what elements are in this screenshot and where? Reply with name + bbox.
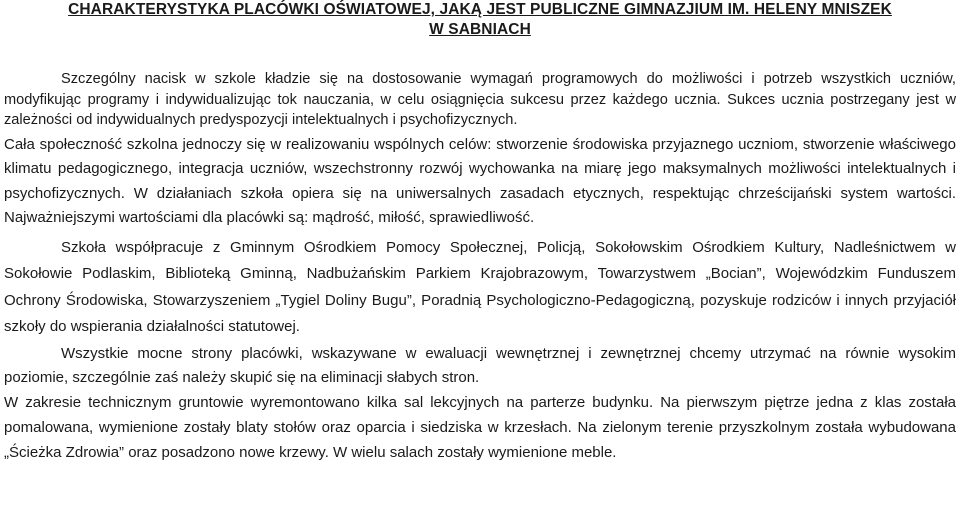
title-line-2: W SABNIACH [429, 21, 531, 38]
paragraph-renovation: W zakresie technicznym gruntowie wyremontowano kilka sal lekcyjnych na parterze budynku. Na pierwszym piętrze jedna z klas została pomalowana, wymienione zostały blaty stołów oraz oparcia i siedziska w krzesłach. Na zielonym terenie przyszkolnym została wybudowana „Ścieżka Zdrowia” oraz posadzono nowe krzewy. W wielu salach zostały wymienione meble. [4, 393, 956, 461]
paragraph-community-values: Cała społeczność szkolna jednoczy się w realizowaniu wspólnych celów: stworzenie środowiska przyjaznego uczniom, stworzenie właściwego klimatu pedagogicznego, integracja uczniów, wszechstronny rozwój wychowanka na miarę jego maksymalnych możliwości intelektualnych i psychofizycznych. W działaniach szkoła opiera się na uniwersalnych zasadach etycznych, respektując chrześcijański system wartości. Najważniejszymi wartościami dla placówki są: mądrość, miłość, sprawiedliwość. [4, 135, 956, 226]
document-title [4, 0, 956, 40]
paragraph-individualization: Szczególny nacisk w szkole kładzie się na dostosowanie wymagań programowych do możliwości i potrzeb wszystkich uczniów, modyfikując programy i indywidualizując tok nauczania, w celu osiągnięcia sukcesu przez każdego ucznia. Sukces ucznia postrzegany jest w zależności od indywidualnych predyspozycji intelektualnych i psychofizycznych. [4, 71, 956, 128]
paragraph-cooperation: Szkoła współpracuje z Gminnym Ośrodkiem Pomocy Społecznej, Policją, Sokołowskim Ośrodkiem Kultury, Nadleśnictwem w Sokołowie Podlaskim, Biblioteką Gminną, Nadbużańskim Parkiem Krajobrazowym, Towarzystwem „Bocian”, Wojewódzkim Funduszem Ochrony Środowiska, Stowarzyszeniem „Tygiel Doliny Bugu”, Poradnią Psychologiczno-Pedagogiczną, pozyskuje rodziców i innych przyjaciół szkoły do wspierania działalności statutowej. [4, 238, 956, 335]
paragraph-strengths: Wszystkie mocne strony placówki, wskazywane w ewaluacji wewnętrznej i zewnętrznej chcemy utrzymać na równie wysokim poziomie, szczególnie zaś należy skupić się na eliminacji słabych stron. [4, 344, 956, 386]
title-line-1: CHARAKTERYSTYKA PLACÓWKI OŚWIATOWEJ, JAKĄ JEST PUBLICZNE GIMNAZJIUM IM. HELENY MNISZEK [68, 1, 892, 18]
